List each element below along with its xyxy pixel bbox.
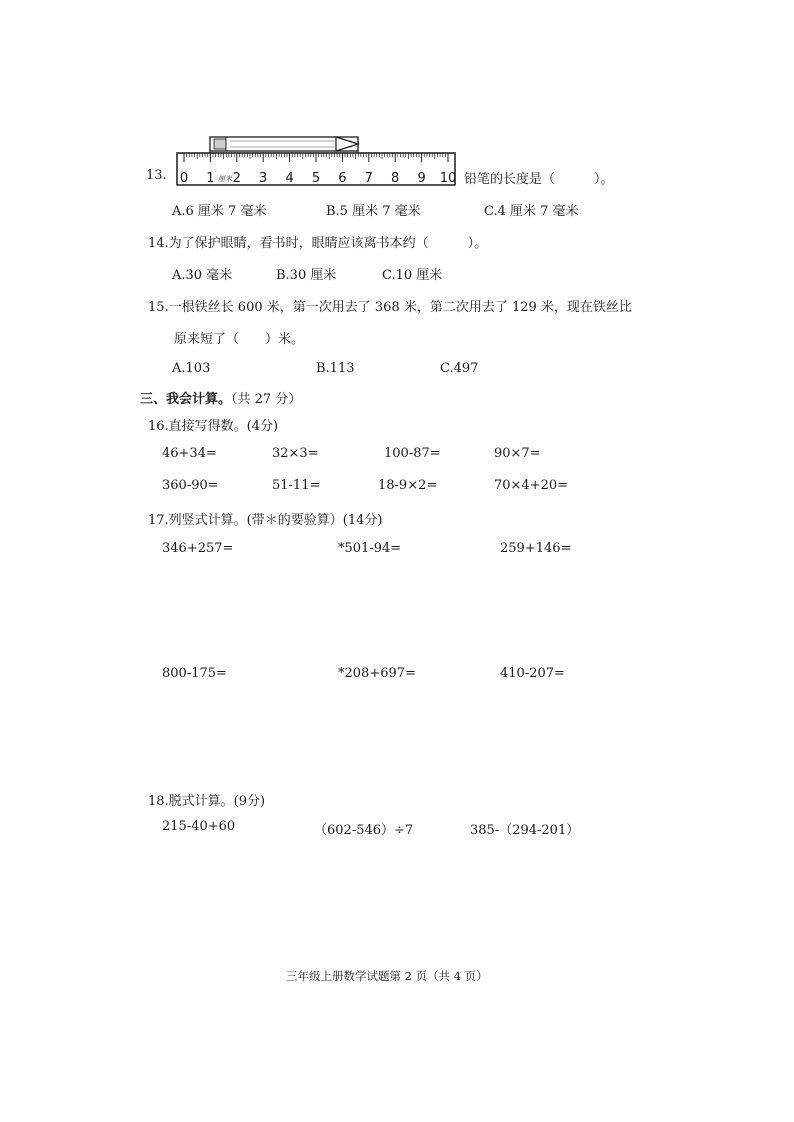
q16-item: 70×4+20= <box>494 478 569 493</box>
q16-item: 18-9×2= <box>378 478 438 493</box>
ruler-number-label: 3 <box>259 171 268 186</box>
q15-option-c: C.497 <box>440 361 479 376</box>
section-title: 三、我会计算。 <box>140 392 232 407</box>
q18-title: 18.脱式计算。(9分) <box>148 794 266 809</box>
ruler-pencil-figure <box>176 134 458 188</box>
q15-option-a: A.103 <box>172 361 211 376</box>
q16-item: 100-87= <box>384 446 441 461</box>
q17-item: *501-94= <box>338 541 402 556</box>
ruler-number-label: 10 <box>439 171 457 186</box>
page-footer: 三年级上册数学试题第 2 页（共 4 页） <box>286 969 488 983</box>
ruler-number-label: 2 <box>232 171 241 186</box>
q15-stem-line2: 原来短了（ ）米。 <box>174 332 305 347</box>
q17-item: *208+697= <box>338 666 416 681</box>
q16-item: 51-11= <box>272 478 321 493</box>
ruler-number-label: 1 <box>206 171 215 186</box>
q18-item: 385-（294-201） <box>470 823 580 838</box>
q17-item: 259+146= <box>500 541 572 556</box>
ruler-unit-label: 厘米 <box>218 175 232 183</box>
ruler-number-label: 6 <box>338 171 347 186</box>
q13-option-c: C.4 厘米 7 毫米 <box>484 204 579 219</box>
q17-title: 17.列竖式计算。(带＊的要验算）(14分) <box>148 513 383 528</box>
q14-option-c: C.10 厘米 <box>382 268 443 283</box>
q15-stem-line1: 15.一根铁丝长 600 米，第一次用去了 368 米，第二次用去了 129 米，现在铁丝比 <box>148 300 632 315</box>
ruler-number-label: 4 <box>285 171 294 186</box>
q16-title: 16.直接写得数。(4分) <box>148 419 279 434</box>
q13-number: 13. <box>146 168 167 183</box>
q16-item: 360-90= <box>162 478 219 493</box>
q16-item: 46+34= <box>162 446 217 461</box>
ruler-number-label: 0 <box>179 171 189 186</box>
ruler-number-label: 7 <box>364 171 373 186</box>
ruler-number-label: 9 <box>417 171 426 186</box>
q14-option-a: A.30 毫米 <box>172 268 233 283</box>
q16-item: 90×7= <box>494 446 541 461</box>
q16-item: 32×3= <box>272 446 319 461</box>
q13-stem: 铅笔的长度是（ ）。 <box>464 172 614 187</box>
q13-option-a: A.6 厘米 7 毫米 <box>172 204 267 219</box>
q14-stem: 14.为了保护眼睛，看书时，眼睛应该离书本约（ ）。 <box>148 236 488 251</box>
q17-item: 800-175= <box>162 666 227 681</box>
pencil-icon <box>210 137 358 154</box>
section-heading <box>140 388 301 407</box>
q17-item: 410-207= <box>500 666 565 681</box>
q15-option-b: B.113 <box>316 361 355 376</box>
q17-item: 346+257= <box>162 541 234 556</box>
q14-option-b: B.30 厘米 <box>276 268 337 283</box>
section-points: （共 27 分） <box>231 392 302 407</box>
q18-item: （602-546）÷7 <box>314 823 414 838</box>
q18-item: 215-40+60 <box>162 819 236 834</box>
ruler-number-label: 8 <box>391 171 400 186</box>
q13-option-b: B.5 厘米 7 毫米 <box>326 204 421 219</box>
ruler-number-label: 5 <box>311 171 321 186</box>
